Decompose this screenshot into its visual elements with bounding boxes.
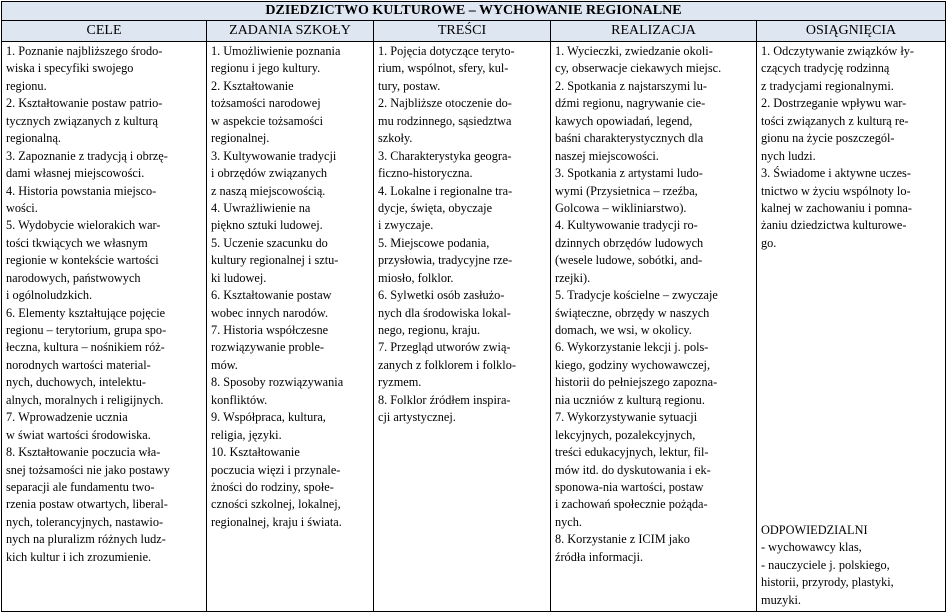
odpowiedzialni-text-line: ODPOWIEDZIALNI (761, 522, 868, 537)
osiagniecia-text-line: nych ludzi. (761, 148, 816, 163)
realizacja-text-line: Golcowa – wikliniarstwo). (555, 200, 687, 215)
realizacja-text-line: naszej miejscowości. (555, 148, 659, 163)
realizacja-text-line: nych. (555, 514, 582, 529)
zadania-text-line: 4. Uwrażliwienie na (211, 200, 311, 215)
cele-text-line: nych, duchowych, intelektu- (6, 375, 147, 390)
cele-text-line: łeczna, kultura – nośnikiem róż- (6, 340, 165, 355)
header-cele: CELE (2, 21, 206, 42)
zadania-text-line: kultury regionalnej i sztu- (211, 253, 339, 268)
cele-text-line: nych, tolerancyjnych, nastawio- (6, 514, 164, 529)
tresci-text-line: ficzno-historyczna. (378, 166, 473, 181)
realizacja-text-line: i zachowań społecznie pożąda- (555, 497, 708, 512)
odpowiedzialni-text-line: historii, przyrody, plastyki, (761, 575, 894, 590)
cele-text-line: regionalną. (6, 131, 61, 146)
tresci-text-line: ryzmem. (378, 375, 422, 390)
cele-text-line: 2. Kształtowanie postaw patrio- (6, 96, 163, 111)
zadania-text-line: poczucia więzi i przynale- (211, 462, 341, 477)
cele-column (6, 42, 204, 611)
realizacja-text-line: mów itd. do dyskutowania i ek- (555, 462, 711, 477)
cele-text-line: 7. Wprowadzenie ucznia (6, 410, 128, 425)
odpowiedzialni-text-line: - wychowawcy klas, (761, 540, 862, 555)
osiagniecia-text-line: tnictwo w życiu wspólnoty lo- (761, 183, 911, 198)
zadania-text-line: 2. Kształtowanie (211, 78, 294, 93)
zadania-text-line: tożsamości narodowej (211, 96, 321, 111)
realizacja-text-line: baśni charakterystycznych dla (555, 131, 704, 146)
tresci-text-line: 3. Charakterystyka geogra- (378, 148, 512, 163)
column-divider (206, 21, 207, 611)
zadania-text-line: mów. (211, 357, 238, 372)
tresci-text-line: 5. Miejscowe podania, (378, 235, 490, 250)
zadania-text-line: regionalnej, kraju i świata. (211, 514, 342, 529)
odpowiedzialni-text-line: muzyki. (761, 592, 801, 607)
osiagniecia-text-line: 1. Odczytywanie związków ły- (761, 44, 914, 58)
cele-text-line: tości tkwiących we własnym (6, 235, 148, 250)
zadania-text-line: 1. Umożliwienie poznania (211, 44, 341, 58)
realizacja-text-line: domach, we wsi, w okolicy. (555, 323, 692, 337)
cele-text-line: tycznych związanych z kulturą (6, 113, 158, 128)
zadania-text-line: żności do rodziny, społe- (211, 479, 334, 494)
tresci-text-line: cji artystycznej. (378, 410, 456, 425)
realizacja-text-line: lekcyjnych, pozalekcyjnych, (555, 427, 696, 442)
table-title: DZIEDZICTWO KULTUROWE – WYCHOWANIE REGIONALNE (2, 2, 945, 21)
zadania-text-line: rozwiązywanie proble- (211, 340, 325, 355)
realizacja-text-line: źródła informacji. (555, 549, 644, 564)
zadania-text-line: 10. Kształtowanie (211, 445, 300, 460)
tresci-text-line: 7. Przegląd utworów zwią- (378, 340, 511, 355)
realizacja-text-line: 7. Wykorzystywanie sytuacji (555, 410, 698, 425)
realizacja-text-line: treści edukacyjnych, lektur, fil- (555, 445, 709, 460)
tresci-text-line: 2. Najbliższe otoczenie do- (378, 96, 512, 111)
osiagniecia-text-line: czących tradycję rodzinną (761, 61, 890, 76)
cele-text-line: snej tożsamości nie jako postawy (6, 462, 170, 477)
osiagniecia-text-line: tości związanych z kulturą re- (761, 113, 909, 128)
tresci-column (378, 42, 548, 611)
zadania-text-line: religia, języki. (211, 427, 282, 442)
zadania-text-line: 3. Kultywowanie tradycji (211, 148, 337, 163)
realizacja-text-line: świąteczne, obrzędy w naszych (555, 305, 710, 320)
zadania-text-line: 6. Kształtowanie postaw (211, 288, 332, 303)
realizacja-text-line: 1. Wycieczki, zwiedzanie okoli- (555, 44, 713, 58)
column-divider (756, 21, 757, 611)
cele-text-line: 5. Wydobycie wielorakich war- (6, 218, 161, 233)
tresci-text-line: nych dla środowiska lokal- (378, 305, 511, 320)
realizacja-text-line: 8. Korzystanie z ICIM jako (555, 532, 690, 547)
osiagniecia-text-line: żaniu dziedzictwa kulturowe- (761, 218, 907, 233)
zadania-text-line: 9. Współpraca, kultura, (211, 410, 326, 425)
realizacja-text-line: nia uczniów z kulturą regionu. (555, 392, 705, 407)
tresci-text-line: rium, wspólnot, sfery, kul- (378, 61, 509, 76)
cele-text-line: regionu. (6, 78, 47, 93)
header-osiagniecia: OSIĄGNIĘCIA (757, 21, 945, 42)
cele-text-line: 6. Elementy kształtujące pojęcie (6, 305, 166, 320)
cele-text-line: separacji ale fundamentu two- (6, 479, 155, 494)
header-zadania-szkoly: ZADANIA SZKOŁY (207, 21, 373, 42)
cele-text-line: 3. Zapoznanie z tradycją i obrzę- (6, 148, 168, 163)
cele-text-line: alnych, moralnych i religijnych. (6, 392, 164, 407)
header-realizacja: REALIZACJA (551, 21, 756, 42)
zadania-text-line: regionu i jego kultury. (211, 61, 321, 76)
realizacja-text-line: wymi (Przysietnica – rzeźba, (555, 183, 698, 198)
cele-text-line: 1. Poznanie najbliższego środo- (6, 44, 163, 58)
tresci-text-line: tury, postaw. (378, 78, 441, 93)
column-divider (373, 21, 374, 611)
realizacja-text-line: dzinnych obrzędów ludowych (555, 235, 704, 250)
cele-text-line: narodowych, państwowych (6, 270, 141, 285)
osiagniecia-text-line: 3. Świadome i aktywne uczes- (761, 166, 911, 181)
odpowiedzialni-block (761, 522, 945, 609)
osiagniecia-text-line: gionu na życie poszczegól- (761, 131, 895, 146)
zadania-text-line: konfliktów. (211, 392, 268, 407)
cele-text-line: i ogólnoludzkich. (6, 288, 93, 303)
zadania-text-line: wobec innych narodów. (211, 305, 329, 320)
cele-text-line: wości. (6, 200, 38, 215)
zadania-text-line: 5. Uczenie szacunku do (211, 235, 328, 250)
realizacja-column (555, 42, 754, 611)
regional-education-table (1, 1, 946, 612)
cele-text-line: norodnych wartości material- (6, 357, 151, 372)
realizacja-text-line: dźmi regionu, nagrywanie cie- (555, 96, 706, 111)
realizacja-text-line: 4. Kultywowanie tradycji ro- (555, 218, 698, 233)
osiagniecia-text-line: z tradycjami regionalnymi. (761, 78, 894, 93)
realizacja-text-line: (wesele ludowe, sobótki, and- (555, 253, 703, 268)
cele-text-line: regionie w kontekście wartości (6, 253, 159, 268)
odpowiedzialni-text-line: - nauczyciele j. polskiego, (761, 557, 890, 572)
tresci-text-line: 6. Sylwetki osób zasłużo- (378, 288, 505, 303)
column-divider (550, 21, 551, 611)
realizacja-text-line: rzejki). (555, 270, 591, 285)
osiagniecia-column (761, 42, 945, 611)
tresci-text-line: i zwyczaje. (378, 218, 434, 233)
tresci-text-line: nego, regionu, kraju. (378, 323, 481, 337)
realizacja-text-line: kawych opowiadań, legend, (555, 113, 693, 128)
tresci-text-line: mu rodzinnego, sąsiedztwa (378, 113, 512, 128)
zadania-text-line: 7. Historia współczesne (211, 323, 329, 337)
realizacja-text-line: cy, obserwacje ciekawych miejsc. (555, 61, 722, 76)
tresci-text-line: 1. Pojęcia dotyczące teryto- (378, 44, 515, 58)
realizacja-text-line: kiego, godziny wychowawczej, (555, 357, 711, 372)
cele-text-line: 8. Kształtowanie poczucia wła- (6, 445, 161, 460)
tresci-text-line: zanych z folklorem i folklo- (378, 357, 516, 372)
tresci-text-line: dycje, święta, obyczaje (378, 200, 493, 215)
header-tresci: TREŚCI (374, 21, 550, 42)
tresci-text-line: 4. Lokalne i regionalne tra- (378, 183, 513, 198)
realizacja-text-line: 2. Spotkania z najstarszymi lu- (555, 78, 707, 93)
osiagniecia-text-line: 2. Dostrzeganie wpływu war- (761, 96, 907, 111)
tresci-text-line: przysłowia, tradycyjne rze- (378, 253, 513, 268)
cele-text-line: wiska i specyfiki swojego (6, 61, 134, 76)
realizacja-text-line: sponowa-nia wartości, postaw (555, 479, 704, 494)
cele-text-line: rzenia postaw otwartych, liberal- (6, 497, 168, 512)
cele-text-line: 4. Historia powstania miejsco- (6, 183, 157, 198)
zadania-text-line: ki ludowej. (211, 270, 267, 285)
cele-text-line: kich kultur i ich zrozumienie. (6, 549, 152, 564)
realizacja-text-line: 6. Wykorzystanie lekcji j. pols- (555, 340, 709, 355)
tresci-text-line: miosło, folklor. (378, 270, 454, 285)
zadania-szkoly-column (211, 42, 371, 611)
zadania-text-line: w aspekcie tożsamości (211, 113, 323, 128)
zadania-text-line: i obrzędów związanych (211, 166, 328, 181)
realizacja-text-line: 5. Tradycje kościelne – zwyczaje (555, 288, 718, 303)
zadania-text-line: z naszą miejscowością. (211, 183, 326, 198)
cele-text-line: nych na pluralizm różnych ludz- (6, 532, 166, 547)
zadania-text-line: regionalnej. (211, 131, 270, 146)
realizacja-text-line: historii do pełniejszego zapozna- (555, 375, 718, 390)
osiagniecia-text-line: kalnej w zachowaniu i pomna- (761, 200, 912, 215)
realizacja-text-line: 3. Spotkania z artystami ludo- (555, 166, 703, 181)
zadania-text-line: piękno sztuki ludowej. (211, 218, 323, 233)
zadania-text-line: 8. Sposoby rozwiązywania (211, 375, 344, 390)
tresci-text-line: 8. Folklor źródłem inspira- (378, 392, 511, 407)
cele-text-line: regionu – terytorium, grupa spo- (6, 323, 167, 337)
zadania-text-line: czności szkolnej, lokalnej, (211, 497, 341, 512)
tresci-text-line: szkoły. (378, 131, 413, 146)
cele-text-line: dami własnej miejscowości. (6, 166, 145, 181)
cele-text-line: w świat wartości środowiska. (6, 427, 151, 442)
osiagniecia-text-line: go. (761, 235, 777, 250)
